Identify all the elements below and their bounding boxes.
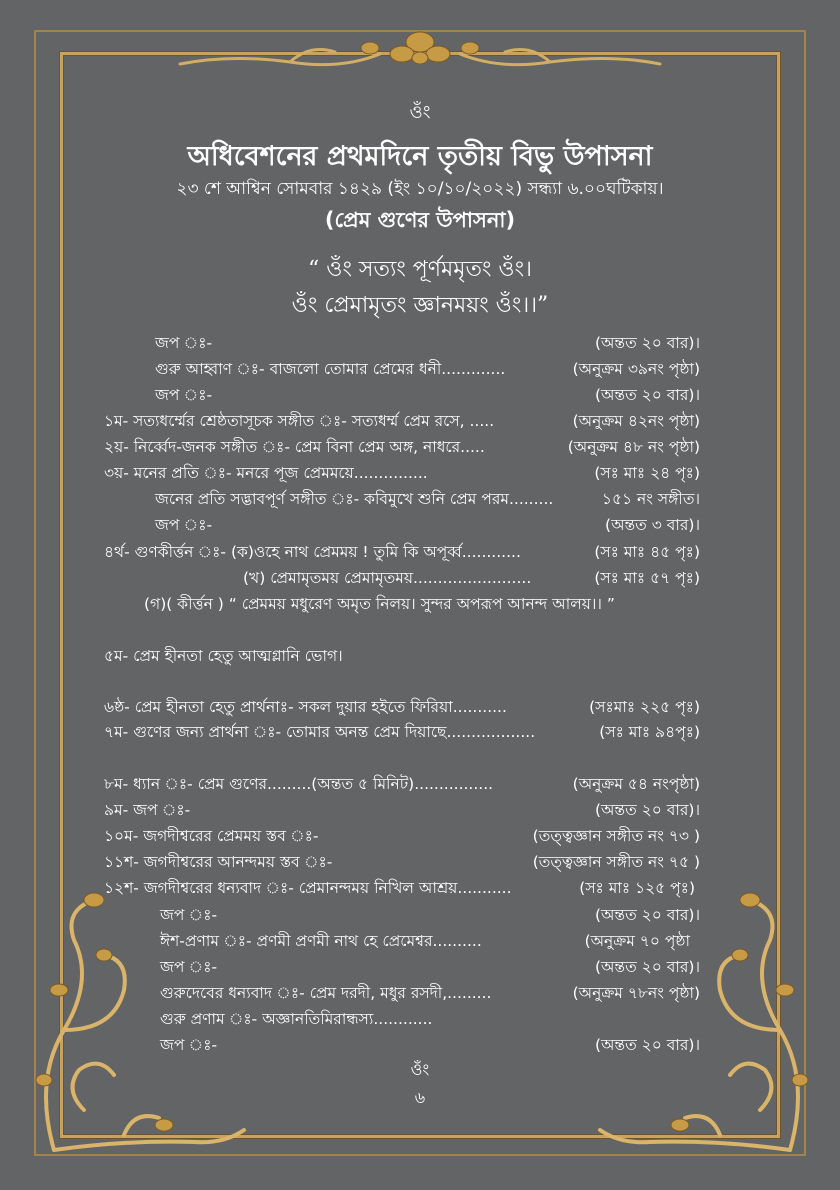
program-row [155, 487, 700, 513]
row-right: (সঃ মাঃ ৪৫ পৃঃ) [594, 543, 700, 561]
program-row [160, 955, 700, 981]
program-row [104, 540, 700, 566]
page-number: ৬ [414, 1088, 426, 1107]
row-left: ৫ম- প্রেম হীনতা হেতু আত্মগ্লানি ভোগ। [104, 647, 343, 665]
mantra-line-2: ওঁং প্রেমামৃতং জ্ঞানময়ং ওঁং।।” [291, 293, 549, 318]
row-left: ৪র্থ- গুণকীর্ত্তন ঃ- (ক)ওহে নাথ প্রেমময় ! তুমি কি অপূর্ব্ব............ [104, 543, 521, 561]
row-right: (অনুক্রম ৭৮নং পৃষ্ঠা) [572, 984, 700, 1002]
mantra-line-1: “ ওঁং সত্যং পূর্ণমমৃতং ওঁং। [308, 257, 532, 282]
top-floral-ornament [170, 24, 670, 84]
program-row [160, 1007, 700, 1033]
row-left: জপ ঃ- [155, 386, 213, 404]
date-time-line: ২৩ শে আশ্বিন সোমবার ১৪২৯ (ইং ১০/১০/২০২২) সন্ধ্যা ৬.০০ঘটিকায়। [176, 179, 664, 199]
row-right: (অনুক্রম ৪৮ নং পৃষ্ঠা) [567, 438, 700, 456]
program-row [104, 850, 700, 876]
row-right: (অন্তত ২০ বার)। [594, 906, 700, 924]
om-symbol-bottom: ওঁং [410, 1060, 430, 1079]
program-row [104, 876, 695, 902]
row-left: ৩য়- মনের প্রতি ঃ- মনরে পূজ প্রেমময়ে............... [104, 464, 428, 482]
row-right: (অন্তত ২০ বার)। [594, 334, 700, 352]
row-left: ১ম- সত্যধর্ম্মের শ্রেষ্ঠতাসূচক সঙ্গীত ঃ- সত্যধর্ম্ম প্রেম রসে, ..... [104, 412, 495, 430]
program-row [144, 592, 700, 618]
page-title: অধিবেশনের প্রথমদিনে তৃতীয় বিভু উপাসনা [187, 141, 653, 172]
row-left: ঈশ-প্রণাম ঃ- প্রণমী প্রণমী নাথ হে প্রেমেশ্বর.......... [160, 932, 482, 950]
row-right: (অনুক্রম ৪২নং পৃষ্ঠা) [572, 412, 700, 430]
program-row [104, 798, 700, 824]
om-symbol-top: ওঁং [409, 102, 431, 123]
row-left: ৬ষ্ঠ- প্রেম হীনতা হেতু প্রার্থনাঃ- সকল দুয়ার হইতে ফিরিয়া........... [104, 698, 507, 716]
row-right: (অনুক্রম ৩৯নং পৃষ্ঠা) [572, 360, 700, 378]
program-row [104, 695, 700, 721]
program-row [160, 929, 690, 955]
row-right: (সঃ মাঃ ৫৭ পৃঃ) [594, 569, 700, 587]
program-row [160, 903, 700, 929]
row-right: (অনুক্রম ৫৪ নংপৃষ্ঠা) [572, 775, 700, 793]
program-row [155, 513, 700, 539]
row-right: (অন্তত ২০ বার)। [594, 958, 700, 976]
row-left: (খ) প্রেমামৃতময় প্রেমামৃতময়........................ [243, 569, 532, 587]
row-left: জপ ঃ- [160, 906, 218, 924]
program-row [104, 435, 700, 461]
row-left: ১২শ- জগদীশ্বরের ধন্যবাদ ঃ- প্রেমানন্দময় নিখিল আশ্রয়........... [104, 879, 512, 897]
program-row [104, 461, 700, 487]
program-row [104, 772, 700, 798]
program-row [160, 981, 700, 1007]
row-right: (তত্ত্বজ্ঞান সঙ্গীত নং ৭৩ ) [532, 827, 700, 845]
program-row [160, 1033, 700, 1059]
program-row [155, 357, 700, 383]
row-left: গুরুদেবের ধন্যবাদ ঃ- প্রেম দরদী, মধুর রসদী,......... [160, 984, 492, 1002]
row-left: ৭ম- গুণের জন্য প্রার্থনা ঃ- তোমার অনন্ত প্রেম দিয়াছে.................. [104, 723, 536, 741]
row-right: (অন্তত ২০ বার)। [594, 801, 700, 819]
row-left: গুরু আহ্বাণ ঃ- বাজলো তোমার প্রেমের ধনী............. [155, 360, 506, 378]
row-right: (সঃমাঃ ২২৫ পৃঃ) [589, 698, 700, 716]
row-left: গুরু প্রণাম ঃ- অজ্ঞানতিমিরান্ধস্য............ [160, 1010, 433, 1028]
row-right: (অন্তত ২০ বার)। [594, 386, 700, 404]
row-left: ১০ম- জগদীশ্বরের প্রেমময় স্তব ঃ- [104, 827, 319, 845]
program-row [104, 409, 700, 435]
program-row [104, 720, 700, 746]
row-right: (অন্তত ২০ বার)। [594, 1036, 700, 1054]
row-right: (অনুক্রম ৭০ পৃষ্ঠা [584, 932, 690, 950]
row-left: জনের প্রতি সদ্ভাবপূর্ণ সঙ্গীত ঃ- কবিমুখে শুনি প্রেম পরম......... [155, 490, 554, 508]
row-left: জপ ঃ- [155, 516, 213, 534]
row-left: জপ ঃ- [155, 334, 213, 352]
row-left: ৯ম- জপ ঃ- [104, 801, 191, 819]
program-row [104, 644, 700, 670]
row-right: (সঃ মাঃ ৯৪পৃঃ) [599, 723, 700, 741]
row-left: জপ ঃ- [160, 1036, 218, 1054]
row-left: (গ)( কীর্ত্তন ) “ প্রেমময় মধুরেণ অমৃত নিলয়। সুন্দর অপরূপ আনন্দ আলয়।। ” [144, 595, 615, 613]
row-left: জপ ঃ- [160, 958, 218, 976]
row-right: (সঃ মাঃ ১২৫ পৃঃ) [579, 879, 695, 897]
row-right: (অন্তত ৩ বার)। [605, 516, 700, 534]
program-row [155, 331, 700, 357]
row-left: ১১শ- জগদীশ্বরের আনন্দময় স্তব ঃ- [104, 853, 333, 871]
program-row [104, 824, 700, 850]
row-right: (তত্ত্বজ্ঞান সঙ্গীত নং ৭৫ ) [532, 853, 700, 871]
row-left: ৮ম- ধ্যান ঃ- প্রেম গুণের.........(অন্তত ৫ মিনিট)................ [104, 775, 494, 793]
worship-theme: (প্রেম গুণের উপাসনা) [324, 208, 516, 232]
row-left: ২য়- নির্ব্বেদ-জনক সঙ্গীত ঃ- প্রেম বিনা প্রেম অঙ্গ, নাধরে..... [104, 438, 485, 456]
row-right: ১৫১ নং সঙ্গীত। [601, 490, 700, 508]
program-row [243, 566, 700, 592]
program-row [155, 383, 700, 409]
row-right: (সঃ মাঃ ২৪ পৃঃ) [594, 464, 700, 482]
